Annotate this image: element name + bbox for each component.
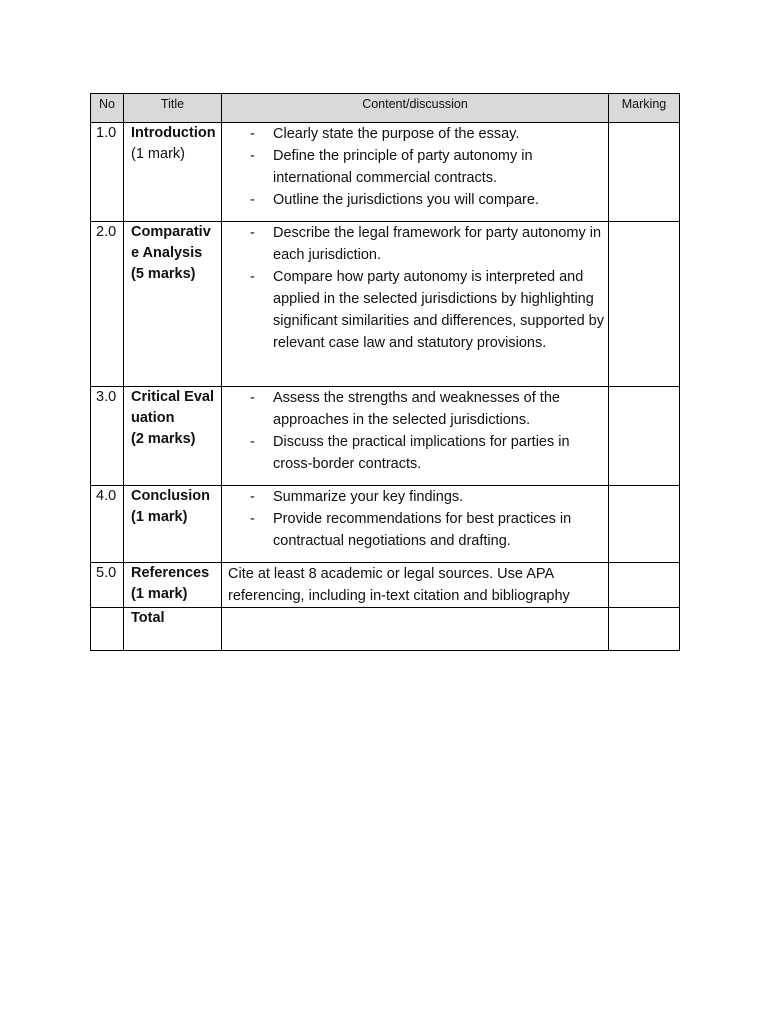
list-item [228,266,604,354]
bullet-list [228,123,604,211]
total-row [91,608,680,651]
dash-bullet: - [250,434,255,450]
row-title-cell [124,222,222,387]
dash-bullet: - [250,225,255,241]
row-title-cell [124,387,222,486]
row-title: Introduction [131,125,216,141]
row-number: 5.0 [91,563,124,608]
header-no: No [91,94,124,123]
list-item-text: Discuss the practical implications for parties in cross-border contracts. [273,434,570,472]
dash-bullet: - [250,489,255,505]
dash-bullet: - [250,126,255,142]
list-item-text: Summarize your key findings. [273,489,464,505]
bullet-list [228,486,604,552]
row-title-cell [124,563,222,608]
bullet-list [228,387,604,475]
list-item-text: Describe the legal framework for party autonomy in each jurisdiction. [273,225,602,263]
total-marking-cell [609,608,680,651]
list-item [228,123,604,145]
row-number: 2.0 [91,222,124,387]
header-marking: Marking [609,94,680,123]
table-row [91,387,680,486]
list-item-text: Define the principle of party autonomy in international commercial contracts. [273,148,533,186]
marking-rubric-table [90,93,680,651]
row-number: 3.0 [91,387,124,486]
list-item [228,145,604,189]
list-item [228,431,604,475]
bullet-list [228,222,604,354]
list-item [228,189,604,211]
row-content [222,222,609,387]
row-marks: (1 mark) [131,146,185,162]
total-number [91,608,124,651]
row-marks: (1 mark) [131,509,188,525]
marking-cell [609,486,680,563]
marking-cell [609,222,680,387]
row-number: 4.0 [91,486,124,563]
row-title: Conclusion [131,488,210,504]
dash-bullet: - [250,511,255,527]
header-content: Content/discussion [222,94,609,123]
dash-bullet: - [250,269,255,285]
row-content [222,486,609,563]
row-title: Critical Evaluation [131,389,215,426]
row-content [222,387,609,486]
table-row [91,563,680,608]
row-marks: (5 marks) [131,266,196,282]
row-number: 1.0 [91,123,124,222]
table-row [91,486,680,563]
row-content-text: Cite at least 8 academic or legal sources. Use APA referencing, including in-text citation and bibliography [222,563,609,608]
marking-cell [609,563,680,608]
list-item-text: Assess the strengths and weaknesses of the approaches in the selected jurisdictions. [273,390,560,428]
list-item-text: Clearly state the purpose of the essay. [273,126,520,142]
row-marks: (1 mark) [131,586,188,602]
row-title-cell [124,123,222,222]
table-header-row [91,94,680,123]
list-item [228,387,604,431]
row-title: Comparative Analysis [131,224,211,261]
total-content [222,608,609,651]
list-item [228,222,604,266]
marking-cell [609,123,680,222]
dash-bullet: - [250,148,255,164]
list-item [228,486,604,508]
list-item-text: Compare how party autonomy is interpreted and applied in the selected jurisdictions by highlighting significant similarities and differences, supported by relevant case law and statutory provisions. [273,269,604,351]
row-title-cell [124,486,222,563]
row-marks: (2 marks) [131,431,196,447]
dash-bullet: - [250,390,255,406]
row-title: References [131,565,210,581]
list-item-text: Provide recommendations for best practices in contractual negotiations and drafting. [273,511,572,549]
marking-cell [609,387,680,486]
total-label: Total [131,610,165,626]
table-row [91,222,680,387]
dash-bullet: - [250,192,255,208]
list-item [228,508,604,552]
list-item-text: Outline the jurisdictions you will compare. [273,192,539,208]
header-title: Title [124,94,222,123]
total-title-cell [124,608,222,651]
table-row [91,123,680,222]
row-content [222,123,609,222]
